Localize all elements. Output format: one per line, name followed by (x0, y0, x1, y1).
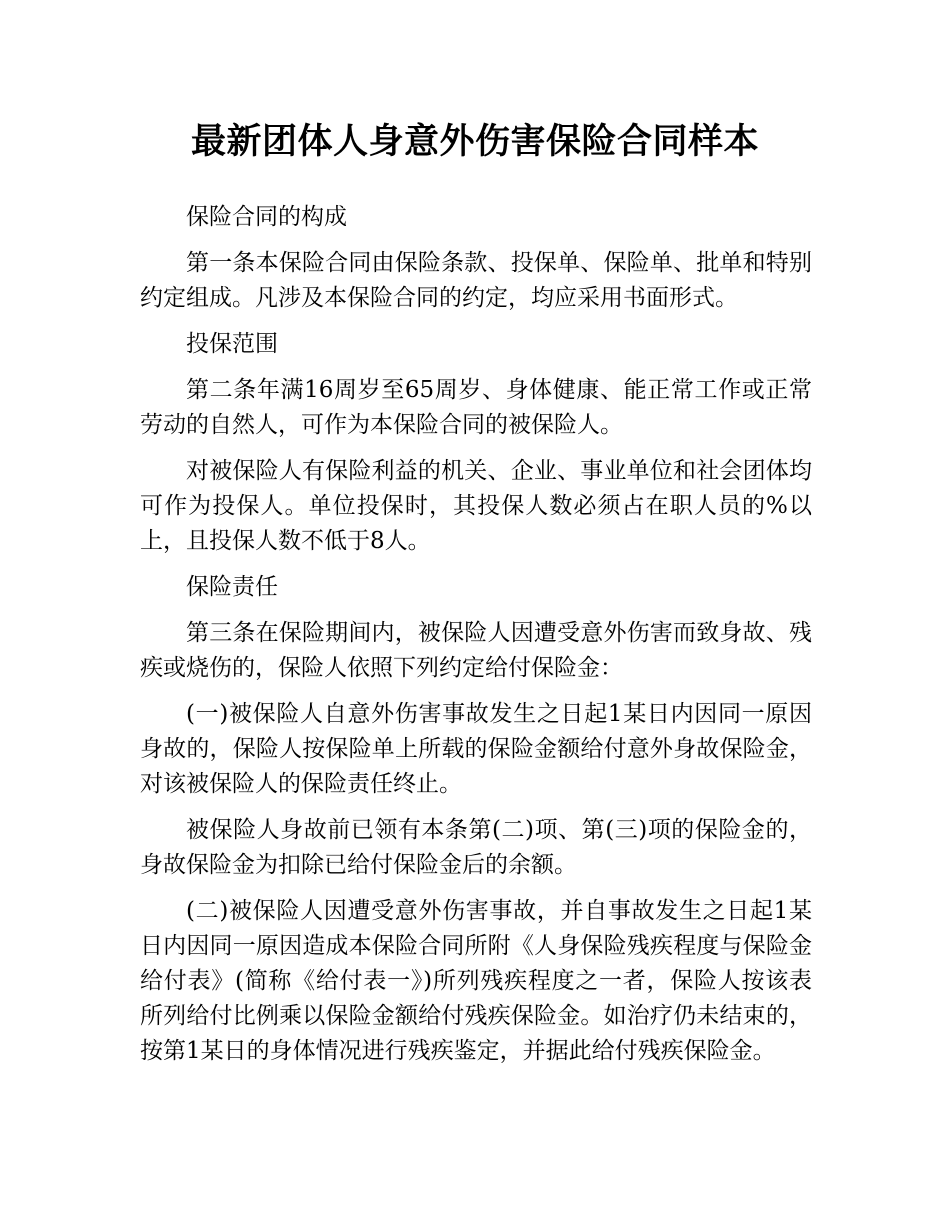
document-title: 最新团体人身意外伤害保险合同样本 (190, 122, 759, 162)
policyholder-paragraph: 对被保险人有保险利益的机关、企业、事业单位和社会团体均可作为投保人。单位投保时，其投保人数必须占在职人员的%以上，且投保人数不低于8人。 (140, 458, 812, 554)
article-1-paragraph: 第一条本保险合同由保险条款、投保单、保险单、批单和特别约定组成。凡涉及本保险合同的约定，均应采用书面形式。 (140, 250, 812, 311)
clause-2-paragraph: (二)被保险人因遭受意外伤害事故，并自事故发生之日起1某日内因同一原因造成本保险合同所附《人身保险残疾程度与保险金给付表》(简称《给付表一》)所列残疾程度之一者，保险人按该表所列给付比例乘以保险金额给付残疾保险金。如治疗仍未结束的，按第1某日的身体情况进行残疾鉴定，并据此给付残疾保险金。 (140, 898, 812, 1064)
article-2-paragraph: 第二条年满16周岁至65周岁、身体健康、能正常工作或正常劳动的自然人，可作为本保险合同的被保险人。 (140, 377, 812, 438)
death-benefit-deduction-paragraph: 被保险人身故前已领有本条第(二)项、第(三)项的保险金的，身故保险金为扣除已给付保险金后的余额。 (140, 817, 812, 878)
clause-1-paragraph: (一)被保险人自意外伤害事故发生之日起1某日内因同一原因身故的，保险人按保险单上所载的保险金额给付意外身故保险金，对该被保险人的保险责任终止。 (140, 701, 812, 797)
section-heading-liability: 保险责任 (186, 574, 278, 600)
document-body (140, 200, 812, 1080)
section-heading-composition: 保险合同的构成 (186, 204, 347, 230)
article-3-paragraph: 第三条在保险期间内，被保险人因遭受意外伤害而致身故、残疾或烧伤的，保险人依照下列约定给付保险金： (140, 620, 812, 681)
section-heading-scope: 投保范围 (186, 331, 278, 357)
